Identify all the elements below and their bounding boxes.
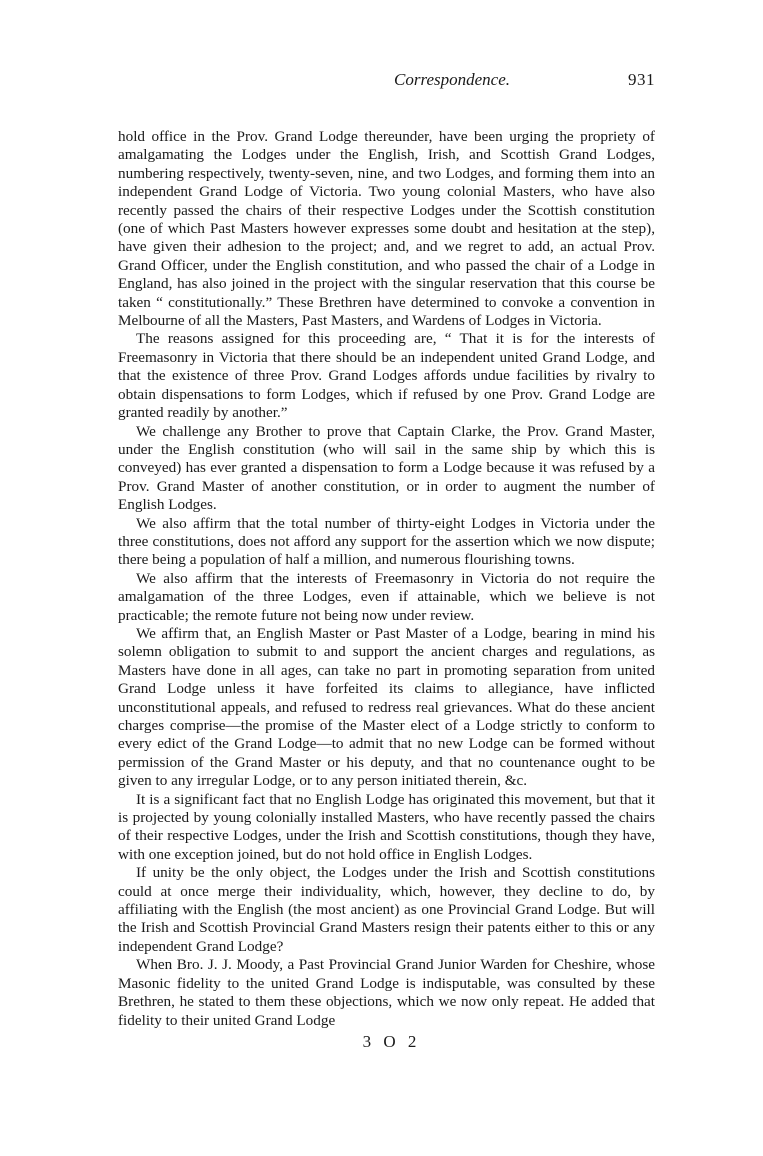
paragraph: We challenge any Brother to prove that Captain Clarke, the Prov. Grand Master, under the English constitution (who will sail in the same ship by which this is conveyed) has ever granted a dispensation to form a Lodge because it was refused by a Prov. Grand Master of another constitution, or in order to augment the number of English Lodges. [118, 422, 655, 514]
paragraph: When Bro. J. J. Moody, a Past Provincial Grand Junior Warden for Cheshire, whose Masonic fidelity to the united Grand Lodge is indisputable, was consulted by these Brethren, he stated to them these objections, which we now only repeat. He added that fidelity to their united Grand Lodge [118, 956, 655, 1029]
paragraph: We affirm that, an English Master or Past Master of a Lodge, bearing in mind his solemn obligation to submit to and support the ancient charges and regulations, as Masters have done in all ages, can take no part in promoting separation from united Grand Lodge unless it have forfeited its claims to allegiance, have inflicted unconstitutional appeals, and refused to redress real grievances. What do these ancient charges comprise—the promise of the Master elect of a Lodge strictly to conform to every edict of the Grand Lodge—to admit that no new Lodge can be formed without permission of the Grand Master or his deputy, and that no countenance ought to be given to any irregular Lodge, or to any person initiated therein, &c. [118, 624, 655, 790]
paragraph: We also affirm that the total number of thirty-eight Lodges in Victoria under the three constitutions, does not afford any support for the assertion which we now dispute; there being a population of half a million, and numerous flourishing towns. [118, 514, 655, 569]
paragraph: It is a significant fact that no English Lodge has originated this movement, but that it is projected by young colonially installed Masters, who have recently passed the chairs of their respective Lodges, under the Irish and Scottish constitutions, though they have, with one exception joined, but do not hold office in English Lodges. [118, 790, 655, 863]
signature-mark: 3 O 2 [362, 1031, 421, 1051]
paragraph: If unity be the only object, the Lodges under the Irish and Scottish constitutions could at once merge their individuality, which, however, they decline to do, by affiliating with the English (the most ancient) as one Provincial Grand Lodge. But will the Irish and Scottish Provincial Grand Masters resign their patents either to this or any independent Grand Lodge? [118, 864, 655, 955]
page-number: 931 [628, 70, 655, 89]
paragraph: The reasons assigned for this proceeding are, “ That it is for the interests of Freemasonry in Victoria that there should be an independent united Grand Lodge, and that the existence of three Prov. Grand Lodges affords undue facilities by rivalry to obtain dispensations to form Lodges, which if refused by one Prov. Grand Lodge are granted readily by another.” [118, 330, 655, 422]
paragraph: hold office in the Prov. Grand Lodge thereunder, have been urging the propriety of amalgamating the Lodges under the English, Irish, and Scottish Grand Lodges, numbering respectively, twenty-seven, nine, and two Lodges, and forming them into an independent Grand Lodge of Victoria. Two young colonial Masters, who have also recently passed the chairs of their respective Lodges under the Scottish constitution (one of which Past Masters however expresses some doubt and hesitation at the step), have given their adhesion to the project; and, and we regret to add, an actual Prov. Grand Officer, under the English constitution, and who passed the chair of a Lodge in England, has also joined in the project with the singular reservation that this course be taken “ constitutionally.” These Brethren have determined to convoke a convention in Melbourne of all the Masters, Past Masters, and Wardens of Lodges in Victoria. [118, 128, 655, 330]
running-title: Correspondence. [394, 70, 510, 89]
page-header [118, 70, 655, 100]
paragraph: We also affirm that the interests of Freemasonry in Victoria do not require the amalgamation of the three Lodges, even if attainable, which we believe is not practicable; the remote future not being now under review. [118, 569, 655, 624]
body-text [118, 128, 655, 1030]
